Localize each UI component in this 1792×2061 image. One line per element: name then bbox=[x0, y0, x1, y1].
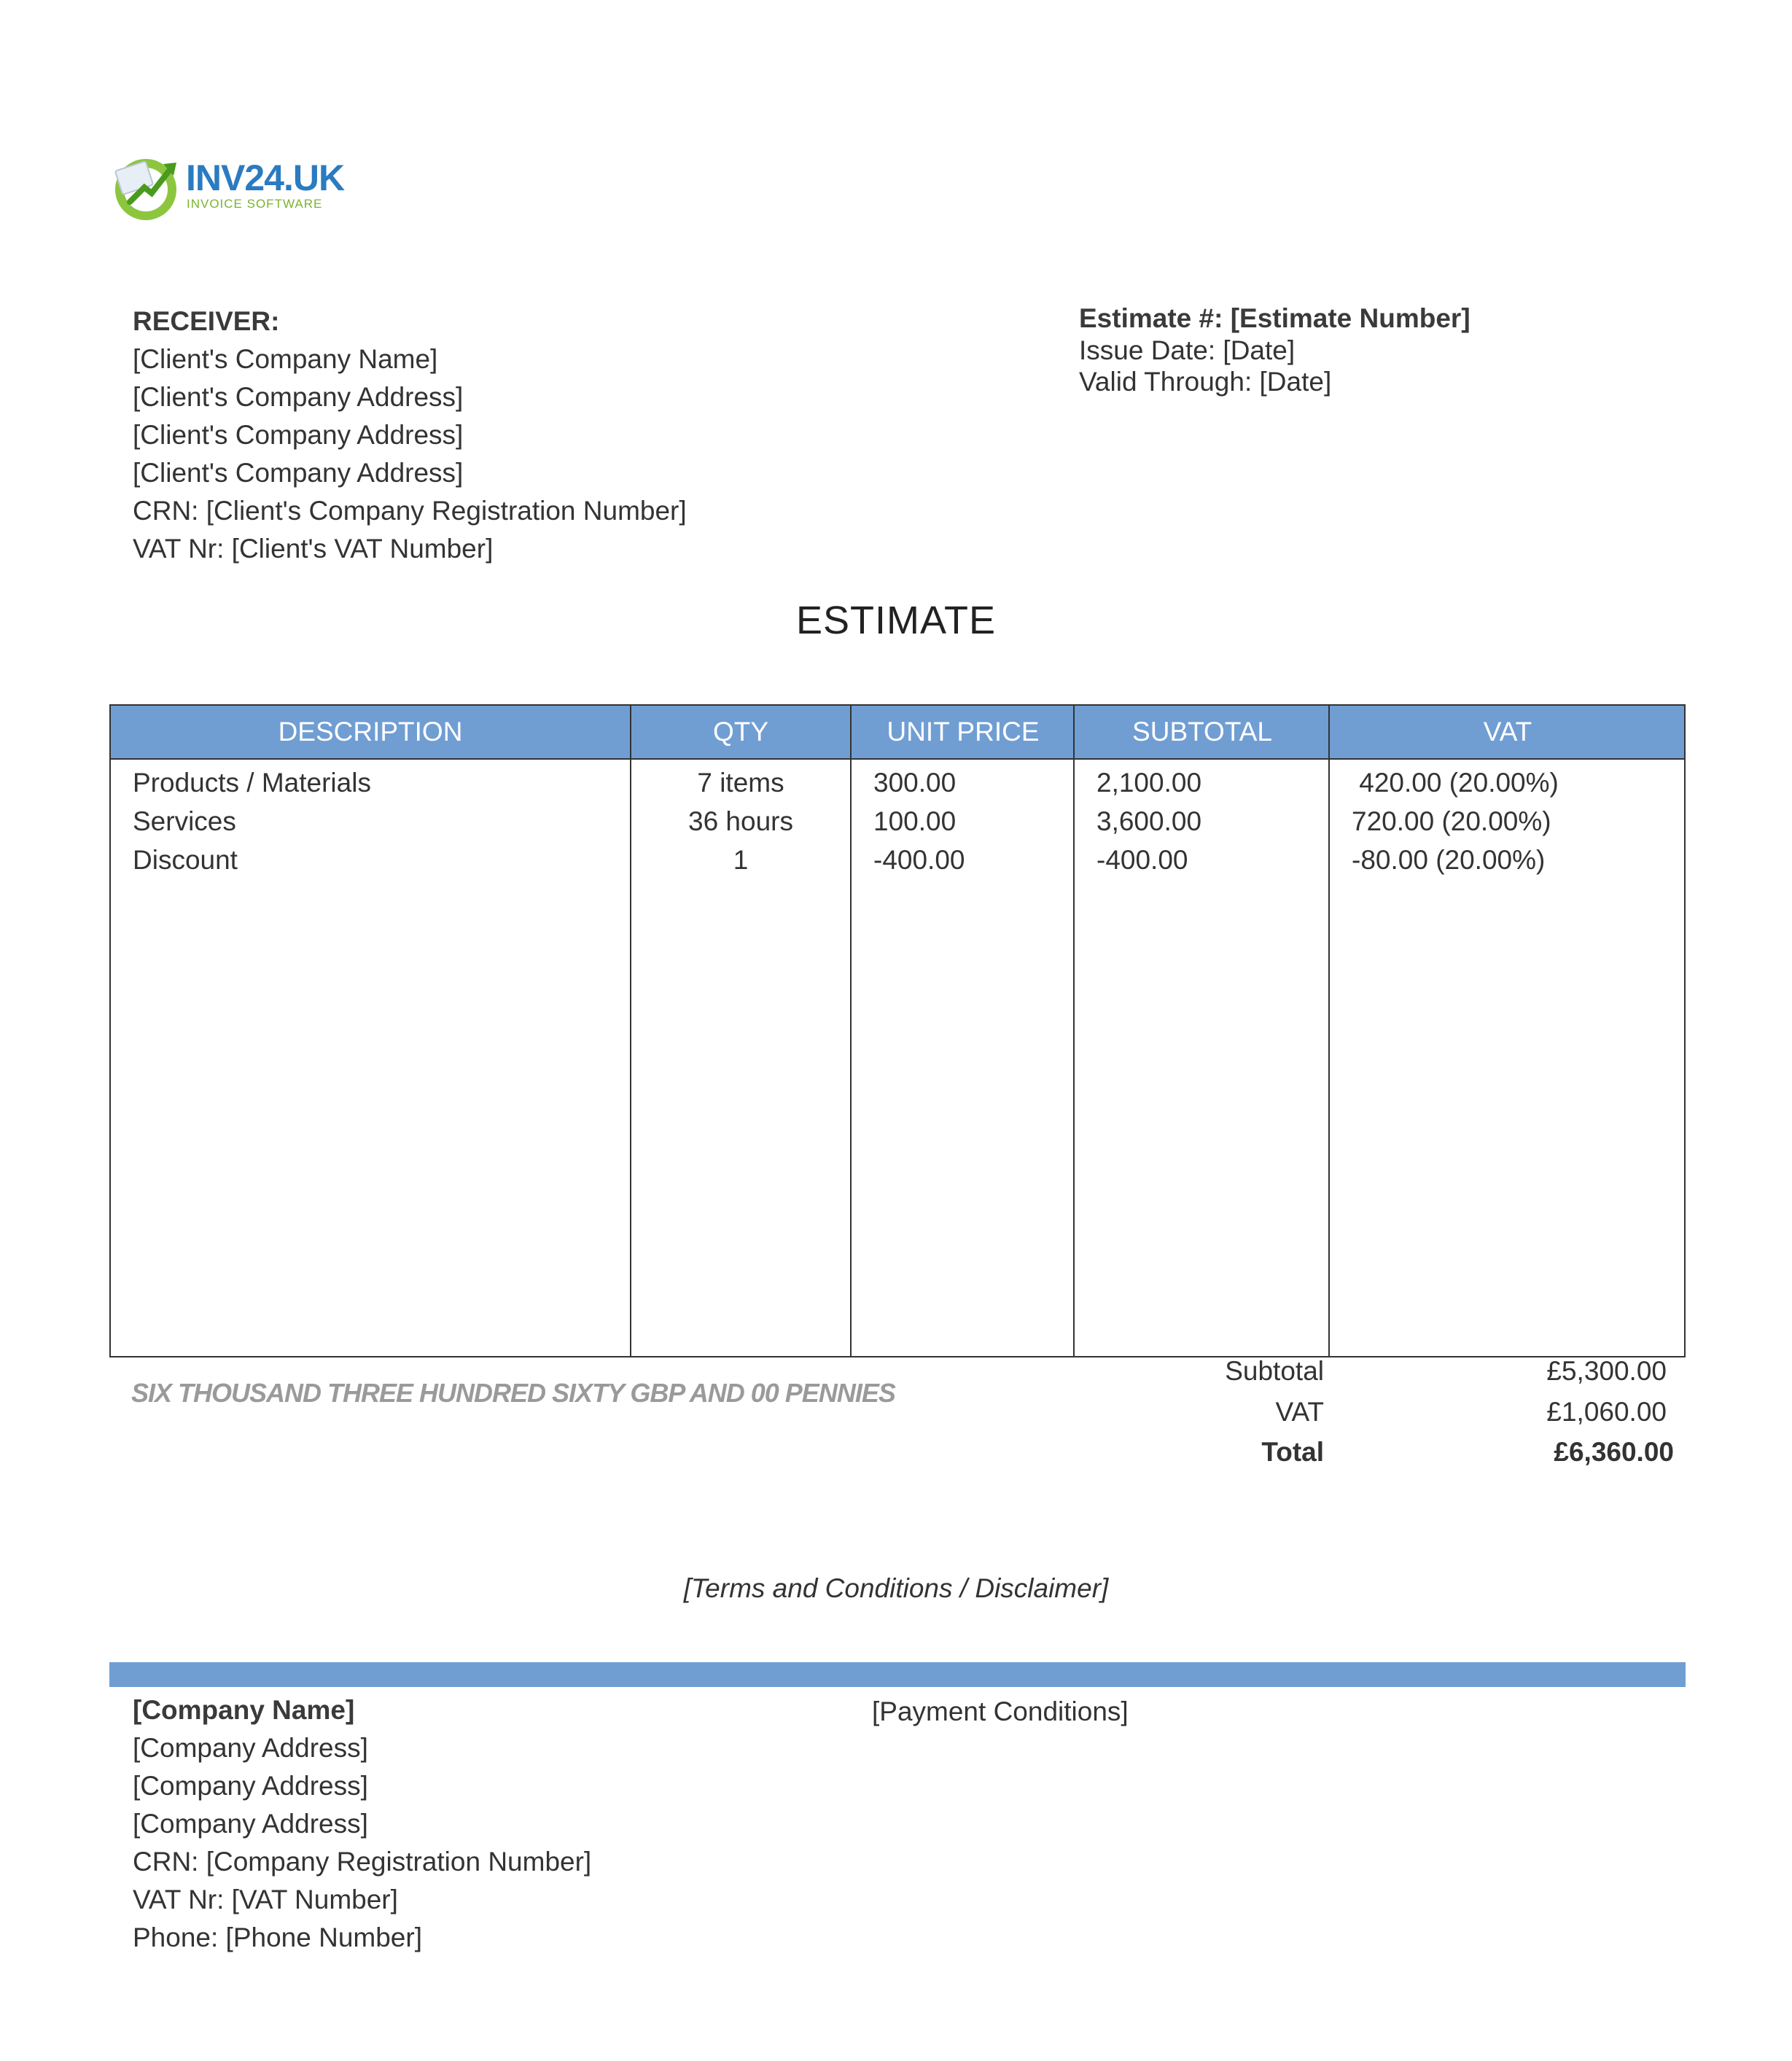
row-unit-price: -400.00 bbox=[873, 845, 965, 875]
column-divider bbox=[850, 706, 852, 1356]
column-divider bbox=[1328, 706, 1330, 1356]
column-header-subtotal: SUBTOTAL bbox=[1132, 717, 1272, 747]
issue-date: Issue Date: [Date] bbox=[1079, 335, 1296, 365]
receiver-heading: RECEIVER: bbox=[133, 306, 280, 336]
column-header-qty: QTY bbox=[712, 717, 769, 747]
footer-divider-bar bbox=[109, 1662, 1686, 1687]
subtotal-value: £5,300.00 bbox=[1546, 1356, 1667, 1386]
logo-icon bbox=[109, 149, 182, 222]
company-name: [Company Name] bbox=[133, 1695, 355, 1725]
row-qty: 36 hours bbox=[688, 806, 793, 836]
company-block bbox=[133, 1691, 591, 1957]
row-unit-price: 300.00 bbox=[873, 768, 957, 798]
row-qty: 7 items bbox=[697, 768, 784, 798]
receiver-crn: CRN: [Client's Company Registration Number] bbox=[133, 496, 687, 526]
receiver-address-line: [Client's Company Address] bbox=[133, 420, 464, 450]
terms-disclaimer: [Terms and Conditions / Disclaimer] bbox=[683, 1573, 1109, 1603]
receiver-address-line: [Client's Company Address] bbox=[133, 382, 464, 412]
company-crn: CRN: [Company Registration Number] bbox=[133, 1847, 592, 1877]
company-address-line: [Company Address] bbox=[133, 1809, 368, 1839]
row-vat: 720.00 (20.00%) bbox=[1352, 806, 1551, 836]
estimate-number: Estimate #: [Estimate Number] bbox=[1079, 303, 1470, 333]
column-header-unit-price: UNIT PRICE bbox=[887, 717, 1040, 747]
grand-total-value: £6,360.00 bbox=[1554, 1437, 1674, 1467]
receiver-address-line: [Client's Company Address] bbox=[133, 458, 464, 488]
grand-total-label: Total bbox=[1261, 1437, 1324, 1467]
items-table bbox=[109, 704, 1686, 1357]
table-header bbox=[111, 706, 1684, 760]
row-description: Services bbox=[133, 806, 236, 836]
vat-total-value: £1,060.00 bbox=[1546, 1397, 1667, 1427]
vat-total-label: VAT bbox=[1275, 1397, 1324, 1427]
estimate-meta-block bbox=[1079, 303, 1470, 397]
amount-in-words: SIX THOUSAND THREE HUNDRED SIXTY GBP AND 00 PENNIES bbox=[131, 1378, 895, 1408]
column-header-vat: VAT bbox=[1483, 717, 1532, 747]
document-title: ESTIMATE bbox=[795, 599, 997, 642]
row-vat: -80.00 (20.00%) bbox=[1352, 845, 1546, 875]
logo-name: INV24.UK bbox=[186, 157, 345, 198]
row-qty: 1 bbox=[733, 845, 749, 875]
payment-conditions: [Payment Conditions] bbox=[872, 1696, 1129, 1726]
company-address-line: [Company Address] bbox=[133, 1771, 368, 1801]
receiver-vat: VAT Nr: [Client's VAT Number] bbox=[133, 534, 494, 564]
column-header-description: DESCRIPTION bbox=[278, 717, 463, 747]
row-subtotal: 3,600.00 bbox=[1096, 806, 1202, 836]
receiver-company-name: [Client's Company Name] bbox=[133, 344, 438, 374]
valid-through: Valid Through: [Date] bbox=[1079, 367, 1332, 397]
company-phone: Phone: [Phone Number] bbox=[133, 1922, 422, 1952]
company-vat: VAT Nr: [VAT Number] bbox=[133, 1885, 398, 1914]
row-description: Products / Materials bbox=[133, 768, 371, 798]
company-address-line: [Company Address] bbox=[133, 1733, 368, 1763]
subtotal-label: Subtotal bbox=[1225, 1356, 1324, 1386]
row-description: Discount bbox=[133, 845, 238, 875]
row-vat: 420.00 (20.00%) bbox=[1352, 768, 1559, 798]
row-subtotal: -400.00 bbox=[1096, 845, 1188, 875]
row-unit-price: 100.00 bbox=[873, 806, 957, 836]
row-subtotal: 2,100.00 bbox=[1096, 768, 1202, 798]
receiver-block bbox=[133, 303, 687, 568]
column-divider bbox=[1073, 706, 1075, 1356]
logo-tagline: INVOICE SOFTWARE bbox=[187, 197, 323, 211]
